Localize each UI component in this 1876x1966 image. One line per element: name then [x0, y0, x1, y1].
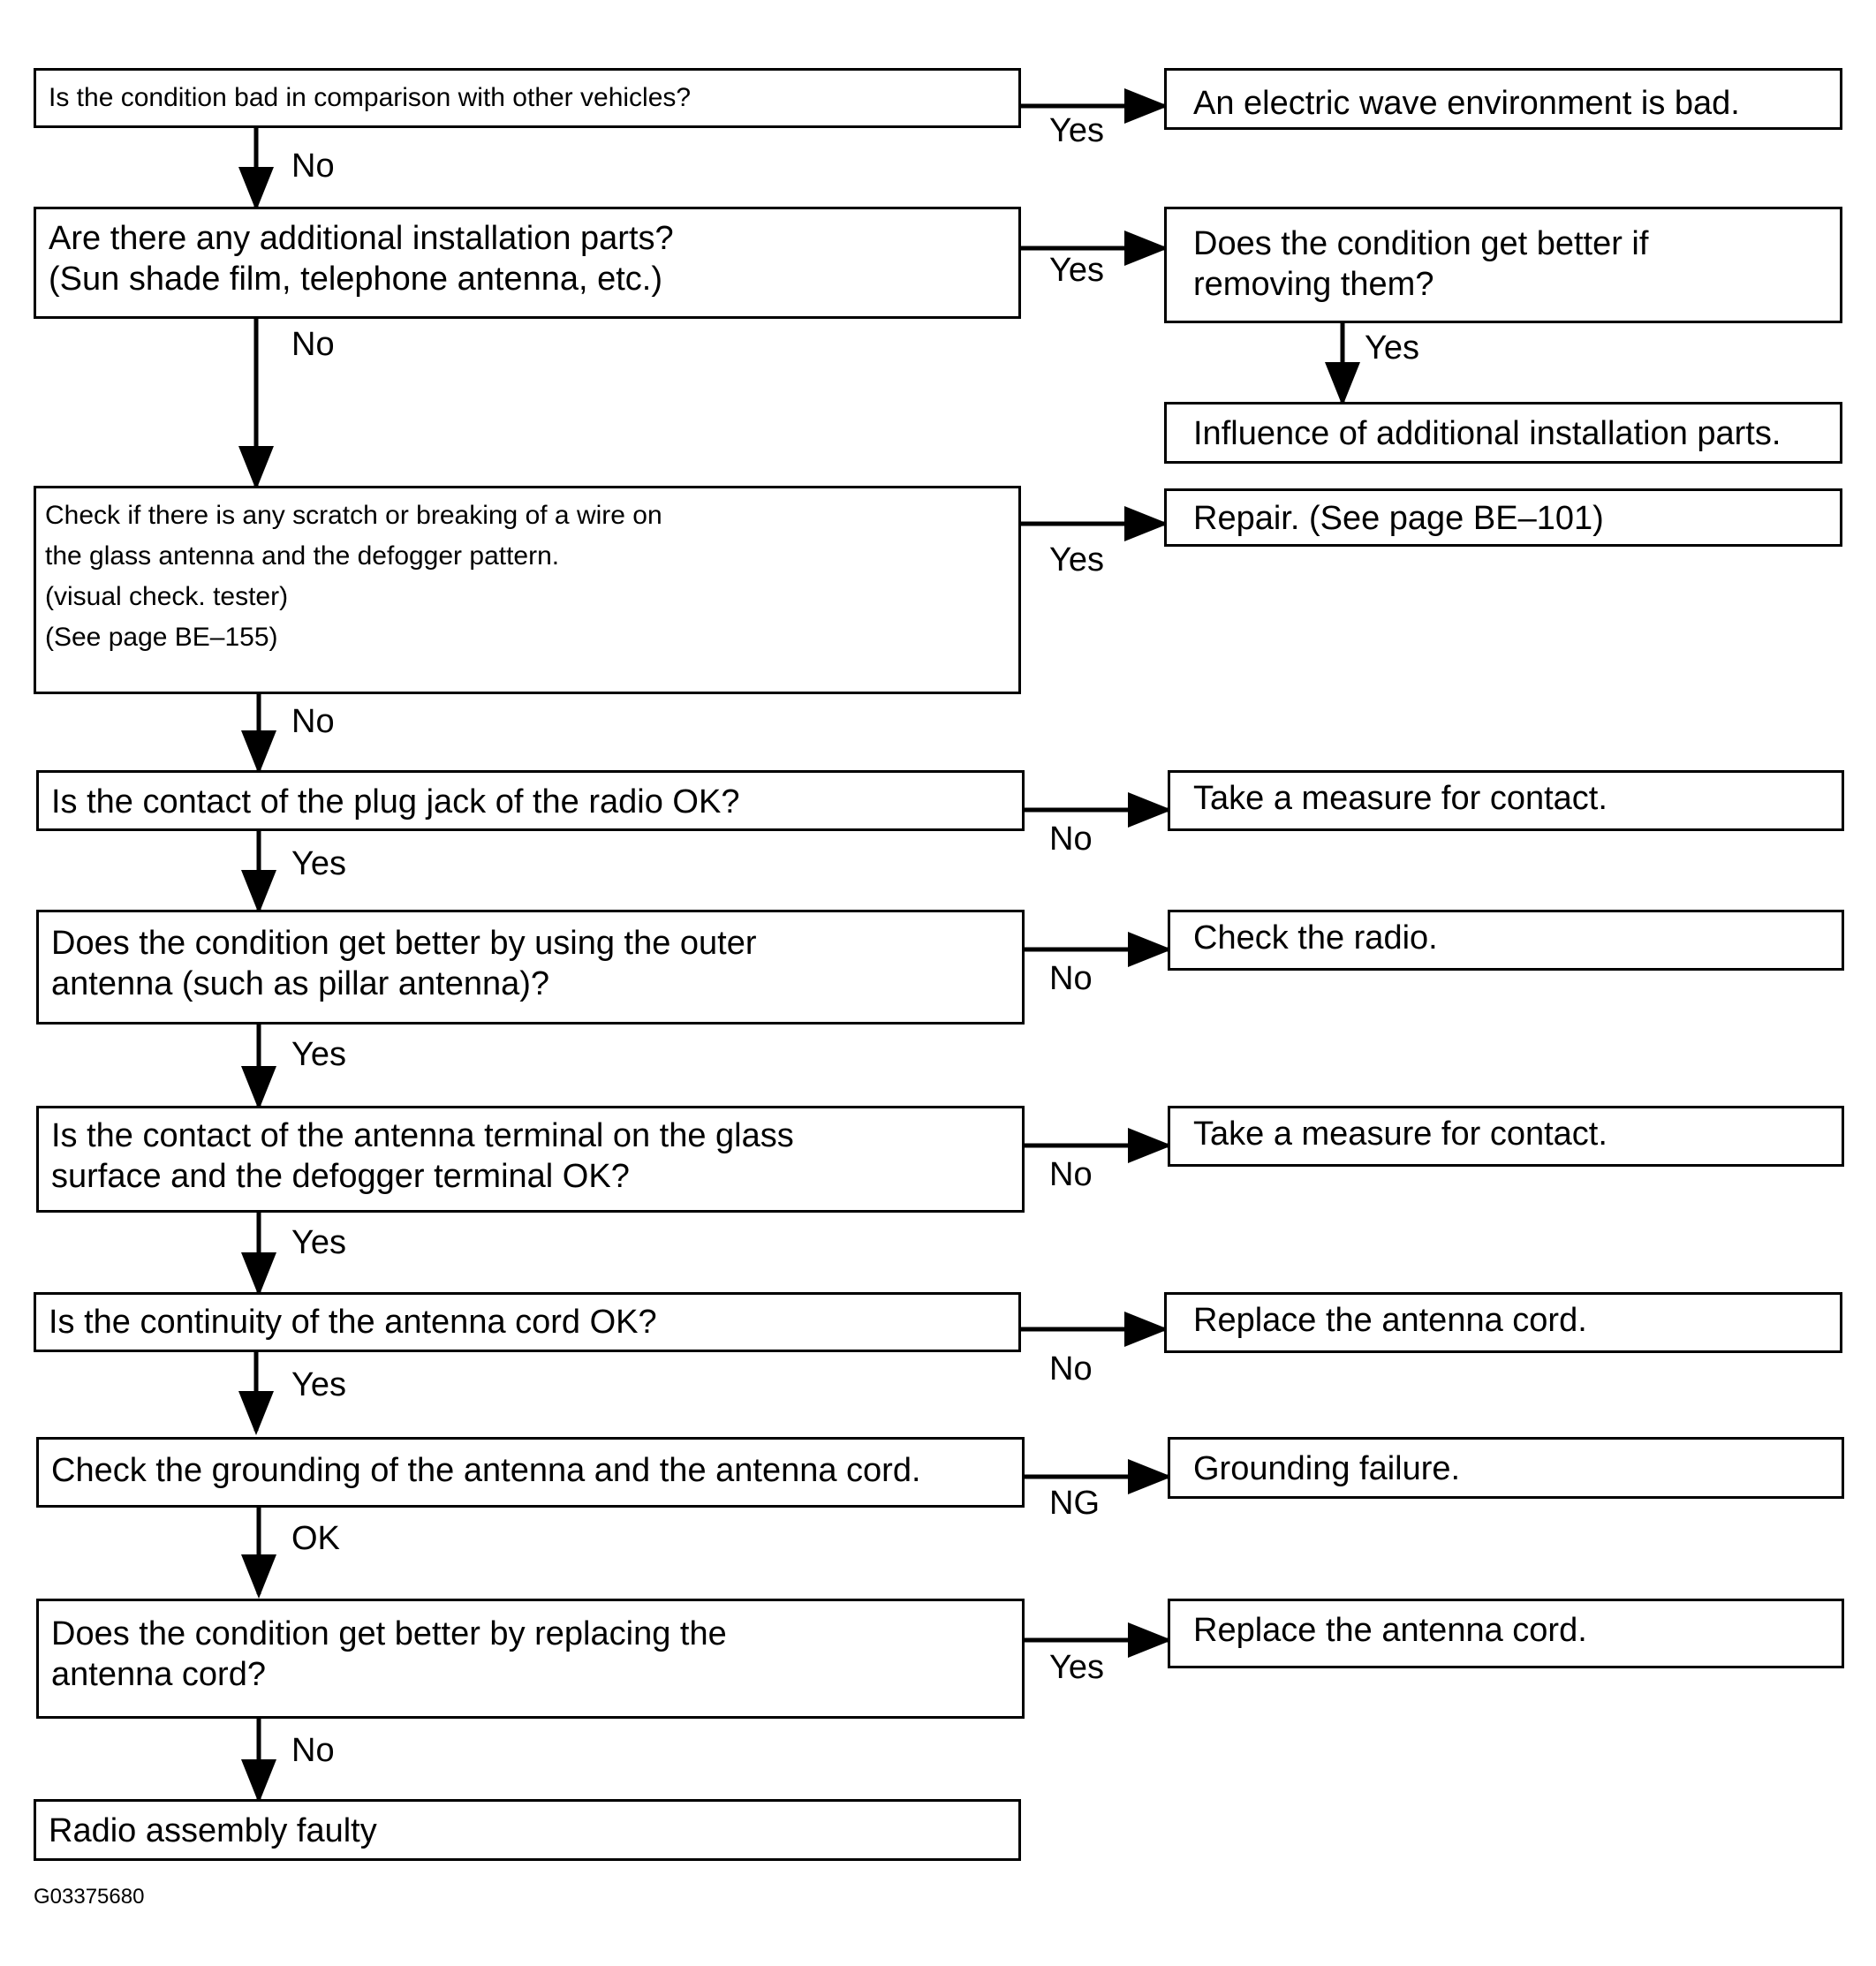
question-box-3: [34, 486, 1021, 694]
label-q3-yes: Yes: [1049, 541, 1104, 578]
label-q5-yes: Yes: [291, 1036, 346, 1073]
end-text: Radio assembly faulty: [49, 1812, 377, 1849]
label-r2-yes: Yes: [1365, 329, 1419, 367]
label-q8-ok: OK: [291, 1520, 340, 1557]
result-box-1: [1164, 68, 1842, 130]
end-box: [34, 1799, 1021, 1861]
result-text: Replace the antenna cord.: [1193, 1612, 1587, 1649]
question-box-7: [34, 1292, 1021, 1352]
result-text: An electric wave environment is bad.: [1193, 85, 1740, 122]
question-text: Is the contact of the antenna terminal on the glass surface and the defogger terminal OK?: [51, 1117, 794, 1195]
result-box-2b: [1164, 402, 1842, 464]
label-q3-no: No: [291, 703, 335, 740]
result-box-8: [1168, 1437, 1844, 1499]
result-text: Replace the antenna cord.: [1193, 1302, 1587, 1339]
question-box-8: [36, 1437, 1025, 1508]
result-text: Take a measure for contact.: [1193, 780, 1607, 817]
result-box-2: [1164, 207, 1842, 323]
label-q7-no: No: [1049, 1350, 1093, 1388]
result-box-7: [1164, 1292, 1842, 1353]
label-q6-no: No: [1049, 1156, 1093, 1193]
question-text: Does the condition get better by using the outer antenna (such as pillar antenna)?: [51, 925, 757, 1002]
question-text: Are there any additional installation parts? (Sun shade film, telephone antenna, etc.): [49, 220, 674, 298]
result-box-4: [1168, 770, 1844, 831]
label-q6-yes: Yes: [291, 1224, 346, 1261]
label-q4-yes: Yes: [291, 845, 346, 882]
result-text: Take a measure for contact.: [1193, 1115, 1607, 1153]
result-text: Grounding failure.: [1193, 1450, 1461, 1487]
label-q1-no: No: [291, 147, 335, 185]
label-q2-no: No: [291, 326, 335, 363]
question-text: Is the continuity of the antenna cord OK?: [49, 1304, 657, 1341]
question-text: Is the contact of the plug jack of the radio OK?: [51, 783, 740, 820]
result-box-3: [1164, 488, 1842, 547]
result-box-5: [1168, 910, 1844, 971]
label-q7-yes: Yes: [291, 1366, 346, 1403]
result-text: Does the condition get better if removing them?: [1193, 225, 1649, 303]
result-box-6: [1168, 1106, 1844, 1167]
result-box-9: [1168, 1599, 1844, 1668]
label-q2-yes: Yes: [1049, 252, 1104, 289]
result-text: Check the radio.: [1193, 919, 1438, 957]
question-box-1: [34, 68, 1021, 128]
question-text: Is the condition bad in comparison with other vehicles?: [49, 83, 692, 112]
question-box-5: [36, 910, 1025, 1025]
result-text: Repair. (See page BE–101): [1193, 500, 1604, 537]
label-q5-no: No: [1049, 960, 1093, 997]
label-q1-yes: Yes: [1049, 112, 1104, 149]
result-text: Influence of additional installation parts.: [1193, 415, 1781, 452]
question-text: Does the condition get better by replacing the antenna cord?: [51, 1615, 727, 1693]
label-q4-no: No: [1049, 820, 1093, 858]
question-box-9: [36, 1599, 1025, 1719]
question-text: Check if there is any scratch or breaking of a wire on the glass antenna and the defogger pattern. (visual check. tester) (See page BE–155): [45, 501, 662, 652]
question-box-2: [34, 207, 1021, 319]
question-box-4: [36, 770, 1025, 831]
label-q8-ng: NG: [1049, 1485, 1100, 1522]
question-box-6: [36, 1106, 1025, 1213]
figure-id: G03375680: [34, 1885, 145, 1909]
label-q9-no: No: [291, 1732, 335, 1769]
label-q9-yes: Yes: [1049, 1649, 1104, 1686]
question-text: Check the grounding of the antenna and the antenna cord.: [51, 1452, 921, 1489]
